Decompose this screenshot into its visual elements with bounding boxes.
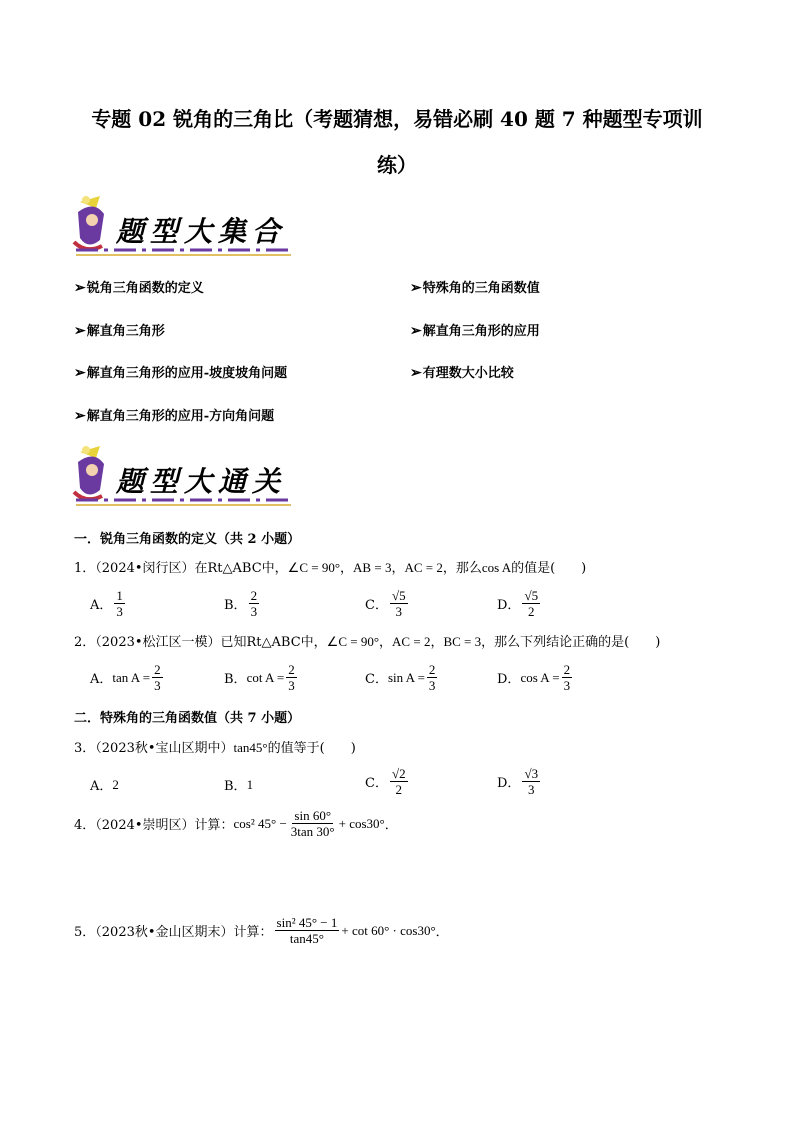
question-1: 1．（2024•闵行区）在Rt△ABC中，∠C = 90°，AB = 3，AC = 2，那么cos A的值是( )	[74, 560, 587, 576]
option-b[interactable]: B． cot A = $\frac{2}{3}$	[224, 662, 295, 693]
banner-practice	[66, 440, 296, 516]
toc-item[interactable]: ➢解直角三角形的应用	[410, 323, 540, 339]
banner-title: 题型大集合	[116, 215, 287, 248]
option-c[interactable]: C． $\frac{√5}{3}$	[365, 588, 406, 619]
section-heading: 二．特殊角的三角函数值（共 7 小题）	[74, 711, 301, 726]
option-c[interactable]: C． $\frac{√2}{2}$	[365, 766, 406, 797]
banner-question-types	[66, 190, 296, 266]
question-4: 4．（2024•崇明区）计算： cos² 45° − $\frac{\sin 60^\circ}{3\tan 30^\circ}$ + cos30° ．	[74, 808, 398, 839]
option-d[interactable]: D． $\frac{√5}{2}$	[497, 588, 539, 619]
arrow-icon: ➢	[74, 408, 86, 424]
page-title	[70, 96, 724, 188]
option-c[interactable]: C． sin A = $\frac{2}{3}$	[365, 662, 436, 693]
toc-item[interactable]: ➢有理数大小比较	[410, 365, 514, 381]
title-line-2: 练）	[377, 153, 417, 177]
question-3: 3．（2023秋•宝山区期中）tan45°的值等于( )	[74, 740, 356, 756]
banner-title: 题型大通关	[116, 465, 287, 498]
option-a[interactable]: A． $\frac{1}{3}$	[90, 588, 123, 619]
arrow-icon: ➢	[410, 323, 422, 339]
arrow-icon: ➢	[410, 280, 422, 296]
option-d[interactable]: D． cos A = $\frac{2}{3}$	[497, 662, 571, 693]
option-a[interactable]: A． tan A = $\frac{2}{3}$	[90, 662, 161, 693]
toc-item[interactable]: ➢解直角三角形的应用-方向角问题	[74, 408, 275, 424]
toc-item[interactable]: ➢解直角三角形的应用-坡度坡角问题	[74, 365, 288, 381]
arrow-icon: ➢	[74, 280, 86, 296]
title-line-1: 专题 02 锐角的三角比（考题猜想，易错必刷 40 题 7 种题型专项训	[91, 107, 703, 131]
toc-item[interactable]: ➢解直角三角形	[74, 323, 165, 339]
question-5: 5．（2023秋•金山区期末）计算： $\frac{\text{sin² 45° − 1}}{\tan 45^\circ}$ + cot 60° · cos30° ．	[74, 915, 449, 946]
arrow-icon: ➢	[74, 365, 86, 381]
option-b[interactable]: B． 1	[224, 776, 254, 794]
option-b[interactable]: B． $\frac{2}{3}$	[224, 588, 258, 619]
toc-item[interactable]: ➢锐角三角函数的定义	[74, 280, 204, 296]
arrow-icon: ➢	[74, 323, 86, 339]
section-heading: 一．锐角三角函数的定义（共 2 小题）	[74, 532, 301, 547]
option-a[interactable]: A． 2	[90, 776, 119, 794]
toc-item[interactable]: ➢特殊角的三角函数值	[410, 280, 540, 296]
option-d[interactable]: D． $\frac{√3}{3}$	[497, 766, 539, 797]
question-2: 2．（2023•松江区一模）已知Rt△ABC中，∠C = 90°，AC = 2，BC = 3，那么下列结论正确的是( )	[74, 634, 661, 650]
arrow-icon: ➢	[410, 365, 422, 381]
